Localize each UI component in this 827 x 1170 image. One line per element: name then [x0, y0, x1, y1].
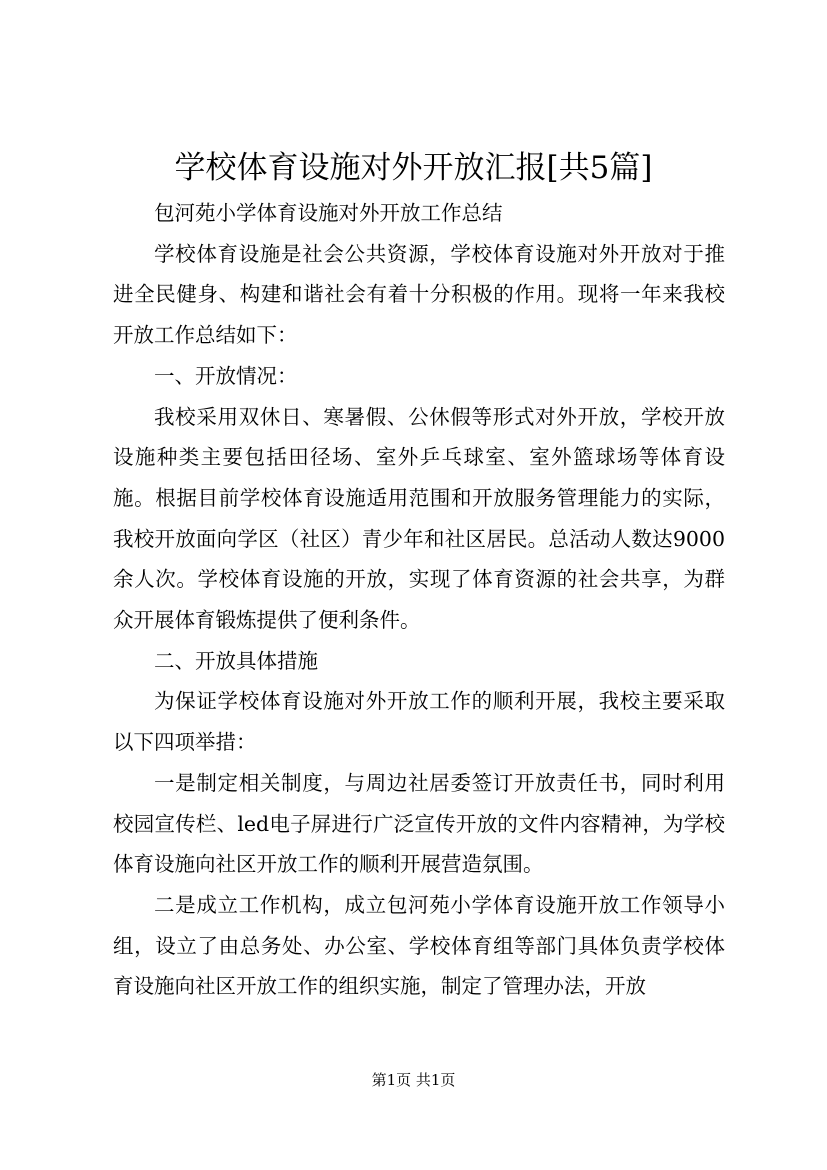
- paragraph-measures-intro: 为保证学校体育设施对外开放工作的顺利开展，我校主要采取以下四项举措：: [113, 689, 725, 755]
- document-title: 学校体育设施对外开放汇报[共5篇]: [174, 150, 653, 186]
- page-footer: 第1页 共1页: [371, 1071, 456, 1089]
- paragraph-measure-2: 二是成立工作机构，成立包河苑小学体育设施开放工作领导小组，设立了由总务处、办公室、学校体育组等部门具体负责学校体育设施向社区开放工作的组织实施，制定了管理办法，开放: [113, 892, 725, 999]
- paragraph-measure-1: 一是制定相关制度，与周边社居委签订开放责任书，同时利用校园宣传栏、led电子屏进行广泛宣传开放的文件内容精神，为学校体育设施向社区开放工作的顺利开展营造氛围。: [113, 770, 725, 877]
- paragraph-opening-status: 我校采用双休日、寒暑假、公休假等形式对外开放，学校开放设施种类主要包括田径场、室外乒乓球室、室外篮球场等体育设施。根据目前学校体育设施适用范围和开放服务管理能力的实际，我校开放面向学区（社区）青少年和社区居民。总活动人数达9000余人次。学校体育设施的开放，实现了体育资源的社会共享，为群众开展体育锻炼提供了便利条件。: [113, 404, 725, 633]
- paragraph-intro: 学校体育设施是社会公共资源，学校体育设施对外开放对于推进全民健身、构建和谐社会有着十分积极的作用。现将一年来我校开放工作总结如下：: [113, 241, 725, 348]
- document-body: [113, 193, 725, 1007]
- section-heading-1: 一、开放情况：: [154, 363, 298, 388]
- section-heading-2: 二、开放具体措施: [154, 648, 318, 673]
- paragraph-subtitle: 包河苑小学体育设施对外开放工作总结: [154, 201, 503, 225]
